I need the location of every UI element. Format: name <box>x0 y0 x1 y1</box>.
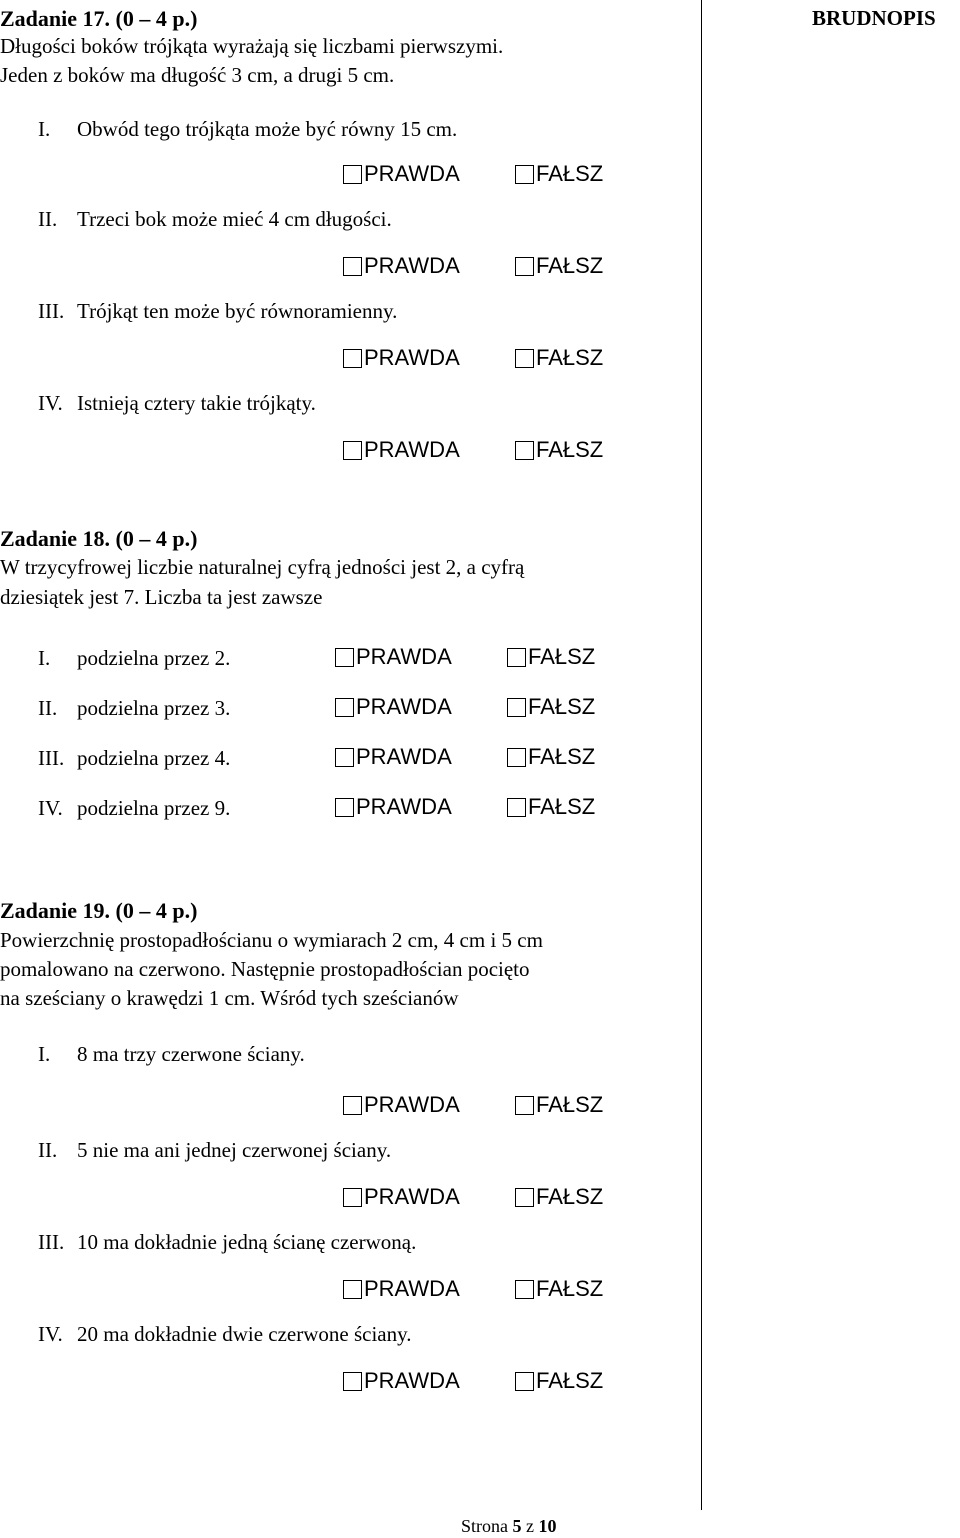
footer-page-number: 5 <box>512 1516 522 1536</box>
task17-item-3 <box>38 297 397 326</box>
task18-intro-1: W trzycyfrowej liczbie naturalnej cyfrą jedności jest 2, a cyfrą <box>0 555 525 579</box>
task19-item-3-false-option[interactable] <box>515 1276 603 1302</box>
option-label: FAŁSZ <box>528 794 596 819</box>
option-label: FAŁSZ <box>528 744 596 769</box>
task19-item-1-false-option[interactable] <box>515 1092 603 1118</box>
item-number: I. <box>38 1042 51 1066</box>
option-label: PRAWDA <box>364 1368 460 1393</box>
checkbox[interactable] <box>515 1188 534 1207</box>
option-label: PRAWDA <box>364 1276 460 1301</box>
task18-item-3-false-option[interactable] <box>507 744 595 770</box>
task18-item-2-false-option[interactable] <box>507 694 595 720</box>
checkbox[interactable] <box>343 165 362 184</box>
task18-title: Zadanie 18. (0 – 4 p.) <box>0 526 198 551</box>
task19-item-4 <box>38 1320 412 1349</box>
option-label: FAŁSZ <box>536 253 604 278</box>
task19-item-1 <box>38 1040 305 1069</box>
option-label: FAŁSZ <box>528 644 596 669</box>
item-text: Istnieją cztery takie trójkąty. <box>77 391 316 415</box>
checkbox[interactable] <box>507 798 526 817</box>
task18-item-2-true-option[interactable] <box>335 694 452 720</box>
task17-item-4 <box>38 389 316 418</box>
task19-item-4-true-option[interactable] <box>343 1368 460 1394</box>
task18-item-1 <box>38 644 230 673</box>
option-label: FAŁSZ <box>536 1368 604 1393</box>
task18-item-3-true-option[interactable] <box>335 744 452 770</box>
task19-intro-3: na sześciany o krawędzi 1 cm. Wśród tych sześcianów <box>0 986 459 1010</box>
item-number: II. <box>38 1138 58 1162</box>
checkbox[interactable] <box>335 748 354 767</box>
draft-divider <box>701 0 702 1510</box>
task18-item-1-true-option[interactable] <box>335 644 452 670</box>
task19-item-2 <box>38 1136 391 1165</box>
checkbox[interactable] <box>343 1188 362 1207</box>
item-text: Trzeci bok może mieć 4 cm długości. <box>77 207 392 231</box>
option-label: FAŁSZ <box>536 161 604 186</box>
checkbox[interactable] <box>343 1372 362 1391</box>
item-number: III. <box>38 1230 65 1254</box>
item-text: 10 ma dokładnie jedną ścianę czerwoną. <box>77 1230 417 1254</box>
option-label: FAŁSZ <box>536 345 604 370</box>
task17-item-1-false-option[interactable] <box>515 161 603 187</box>
item-number: III. <box>38 299 65 323</box>
option-label: PRAWDA <box>356 644 452 669</box>
item-number: I. <box>38 117 51 141</box>
item-text: podzielna przez 2. <box>77 646 231 670</box>
checkbox[interactable] <box>335 798 354 817</box>
checkbox[interactable] <box>343 1280 362 1299</box>
task17-item-2-true-option[interactable] <box>343 253 460 279</box>
item-text: podzielna przez 4. <box>77 746 231 770</box>
checkbox[interactable] <box>335 648 354 667</box>
task17-item-2-false-option[interactable] <box>515 253 603 279</box>
checkbox[interactable] <box>343 257 362 276</box>
option-label: FAŁSZ <box>536 1184 604 1209</box>
item-number: II. <box>38 207 58 231</box>
task19-item-3 <box>38 1228 416 1257</box>
checkbox[interactable] <box>515 165 534 184</box>
checkbox[interactable] <box>515 349 534 368</box>
checkbox[interactable] <box>515 1280 534 1299</box>
task18-item-1-false-option[interactable] <box>507 644 595 670</box>
option-label: PRAWDA <box>356 744 452 769</box>
task18-item-2 <box>38 694 230 723</box>
checkbox[interactable] <box>515 1372 534 1391</box>
option-label: FAŁSZ <box>536 1276 604 1301</box>
option-label: FAŁSZ <box>536 437 604 462</box>
task18-item-4 <box>38 794 230 823</box>
page-footer <box>461 1516 557 1537</box>
task17-item-1-true-option[interactable] <box>343 161 460 187</box>
task17-item-3-true-option[interactable] <box>343 345 460 371</box>
option-label: PRAWDA <box>364 161 460 186</box>
item-text: podzielna przez 3. <box>77 696 231 720</box>
task19-item-3-true-option[interactable] <box>343 1276 460 1302</box>
checkbox[interactable] <box>507 648 526 667</box>
option-label: PRAWDA <box>364 437 460 462</box>
task19-item-4-false-option[interactable] <box>515 1368 603 1394</box>
checkbox[interactable] <box>343 1096 362 1115</box>
checkbox[interactable] <box>335 698 354 717</box>
item-text: 8 ma trzy czerwone ściany. <box>77 1042 305 1066</box>
footer-total-pages: 10 <box>538 1516 557 1536</box>
option-label: FAŁSZ <box>528 694 596 719</box>
item-number: I. <box>38 646 51 670</box>
task17-intro-1: Długości boków trójkąta wyrażają się liczbami pierwszymi. <box>0 34 504 58</box>
option-label: PRAWDA <box>364 345 460 370</box>
task17-title: Zadanie 17. (0 – 4 p.) <box>0 6 198 31</box>
checkbox[interactable] <box>343 441 362 460</box>
checkbox[interactable] <box>507 748 526 767</box>
task18-item-4-false-option[interactable] <box>507 794 595 820</box>
task18-item-3 <box>38 744 230 773</box>
checkbox[interactable] <box>343 349 362 368</box>
checkbox[interactable] <box>507 698 526 717</box>
option-label: FAŁSZ <box>536 1092 604 1117</box>
task17-item-1 <box>38 115 457 144</box>
footer-label: Strona <box>461 1516 508 1536</box>
task18-intro-2: dziesiątek jest 7. Liczba ta jest zawsze <box>0 585 323 609</box>
checkbox[interactable] <box>515 441 534 460</box>
item-text: podzielna przez 9. <box>77 796 231 820</box>
item-text: 20 ma dokładnie dwie czerwone ściany. <box>77 1322 412 1346</box>
item-number: II. <box>38 696 58 720</box>
item-number: III. <box>38 746 65 770</box>
item-text: Obwód tego trójkąta może być równy 15 cm. <box>77 117 458 141</box>
task17-item-4-true-option[interactable] <box>343 437 460 463</box>
task19-item-2-false-option[interactable] <box>515 1184 603 1210</box>
task19-intro-2: pomalowano na czerwono. Następnie prostopadłościan pocięto <box>0 957 530 981</box>
item-number: IV. <box>38 796 63 820</box>
task19-intro-1: Powierzchnię prostopadłościanu o wymiarach 2 cm, 4 cm i 5 cm <box>0 928 543 952</box>
task19-item-2-true-option[interactable] <box>343 1184 460 1210</box>
brudnopis-label: BRUDNOPIS <box>812 6 936 30</box>
task17-item-4-false-option[interactable] <box>515 437 603 463</box>
option-label: PRAWDA <box>364 1092 460 1117</box>
task17-item-3-false-option[interactable] <box>515 345 603 371</box>
item-text: Trójkąt ten może być równoramienny. <box>77 299 398 323</box>
footer-of: z <box>526 1516 534 1536</box>
task19-item-1-true-option[interactable] <box>343 1092 460 1118</box>
option-label: PRAWDA <box>364 253 460 278</box>
option-label: PRAWDA <box>356 694 452 719</box>
option-label: PRAWDA <box>364 1184 460 1209</box>
option-label: PRAWDA <box>356 794 452 819</box>
task18-item-4-true-option[interactable] <box>335 794 452 820</box>
item-number: IV. <box>38 391 63 415</box>
item-number: IV. <box>38 1322 63 1346</box>
task19-title: Zadanie 19. (0 – 4 p.) <box>0 898 198 923</box>
item-text: 5 nie ma ani jednej czerwonej ściany. <box>77 1138 392 1162</box>
checkbox[interactable] <box>515 1096 534 1115</box>
task17-intro-2: Jeden z boków ma długość 3 cm, a drugi 5 cm. <box>0 63 395 87</box>
task17-item-2 <box>38 205 392 234</box>
checkbox[interactable] <box>515 257 534 276</box>
